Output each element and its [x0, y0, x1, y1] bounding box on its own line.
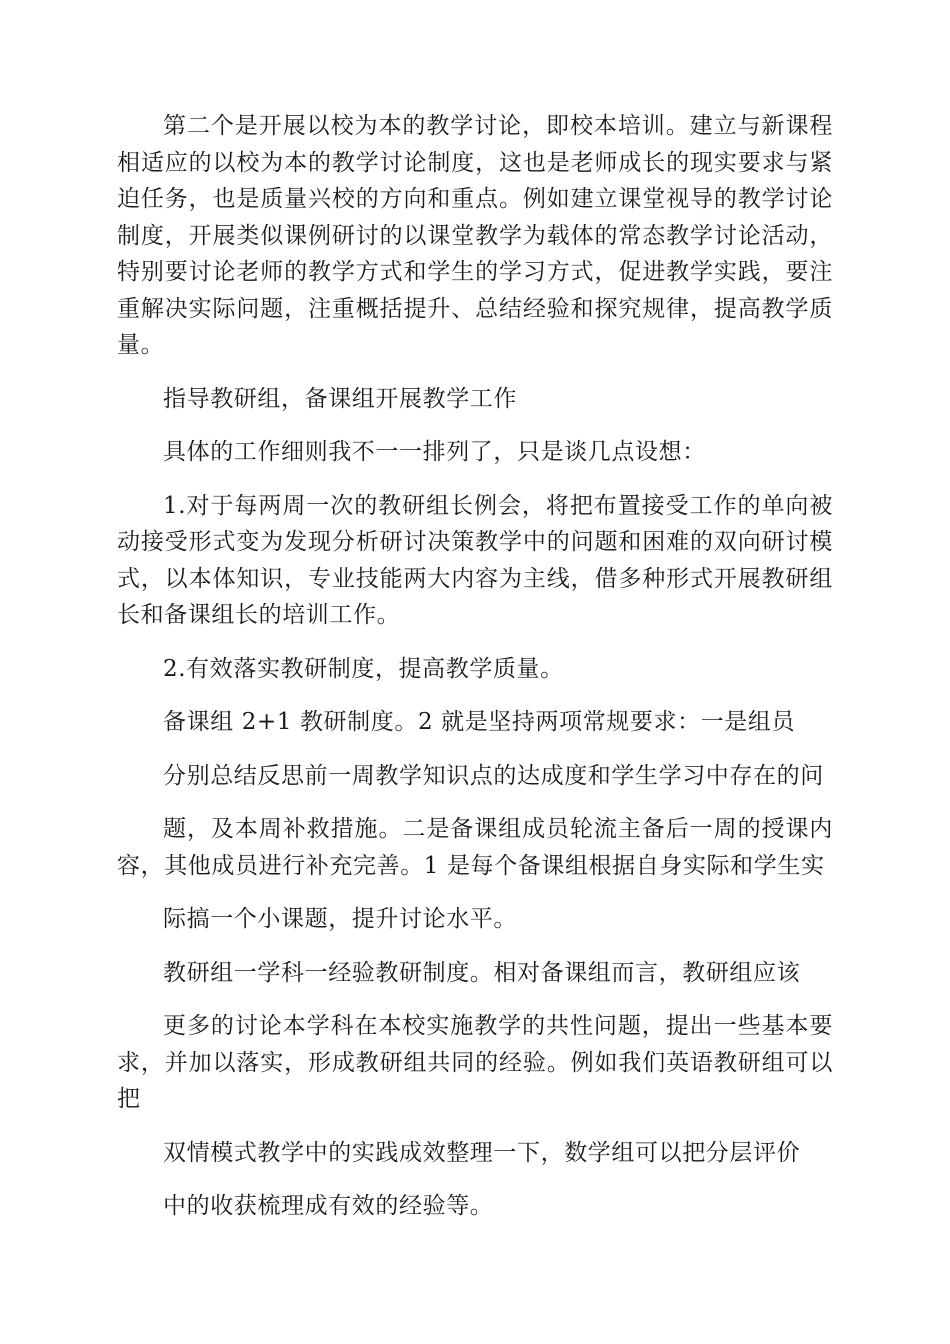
paragraph-work-details-intro: 具体的工作细则我不一一排列了，只是谈几点设想：: [163, 439, 706, 465]
paragraph-subject-experience-system: 教研组一学科一经验教研制度。相对备课组而言，教研组应该: [163, 959, 801, 986]
paragraph-item-2-implement-system: 2.有效落实教研制度，提高教学质量。: [163, 655, 564, 682]
paragraph-school-based-training: 第二个是开展以校为本的教学讨论，即校本培训。建立与新课程相适应的以校为本的教学讨论制度，这也是老师成长的现实要求与紧迫任务，也是质量兴校的方向和重点。例如建立课堂视导的教学讨论制度，开展类似课例研讨的以课堂教学为载体的常态教学讨论活动，特别要讨论老师的教学方式和学生的学习方式，促进教学实践，要注重解决实际问题，注重概括提升、总结经验和探究规律，提高教学质量。: [117, 113, 833, 358]
paragraph-harvest-experience: 中的收获梳理成有效的经验等。: [163, 1193, 494, 1219]
document-body: [117, 108, 833, 1242]
paragraph-prep-group-reflection: 分别总结反思前一周教学知识点的达成度和学生学习中存在的问: [163, 762, 824, 789]
paragraph-item-1-leader-meeting: 1.对于每两周一次的教研组长例会，将把布置接受工作的单向被动接受形式变为发现分析研讨决策教学中的问题和困难的双向研讨模式，以本体知识，专业技能两大内容为主线，借多种形式开展教研组长和备课组长的培训工作。: [117, 492, 833, 628]
paragraph-small-project: 际搞一个小课题，提升讨论水平。: [163, 906, 517, 932]
paragraph-guide-groups-heading: 指导教研组，备课组开展教学工作: [163, 385, 517, 412]
paragraph-prep-group-measures: 题，及本周补救措施。二是备课组成员轮流主备后一周的授课内容，其他成员进行补充完善。1 是每个备课组根据自身实际和学生实: [117, 816, 833, 879]
paragraph-common-issues: 更多的讨论本学科在本校实施教学的共性问题，提出一些基本要求，并加以落实，形成教研组共同的经验。例如我们英语教研组可以把: [117, 1013, 833, 1112]
paragraph-prep-group-system: 备课组 2+1 教研制度。2 就是坚持两项常规要求：一是组员: [163, 709, 796, 735]
paragraph-dual-mode-teaching: 双情模式教学中的实践成效整理一下，数学组可以把分层评价: [163, 1139, 801, 1166]
